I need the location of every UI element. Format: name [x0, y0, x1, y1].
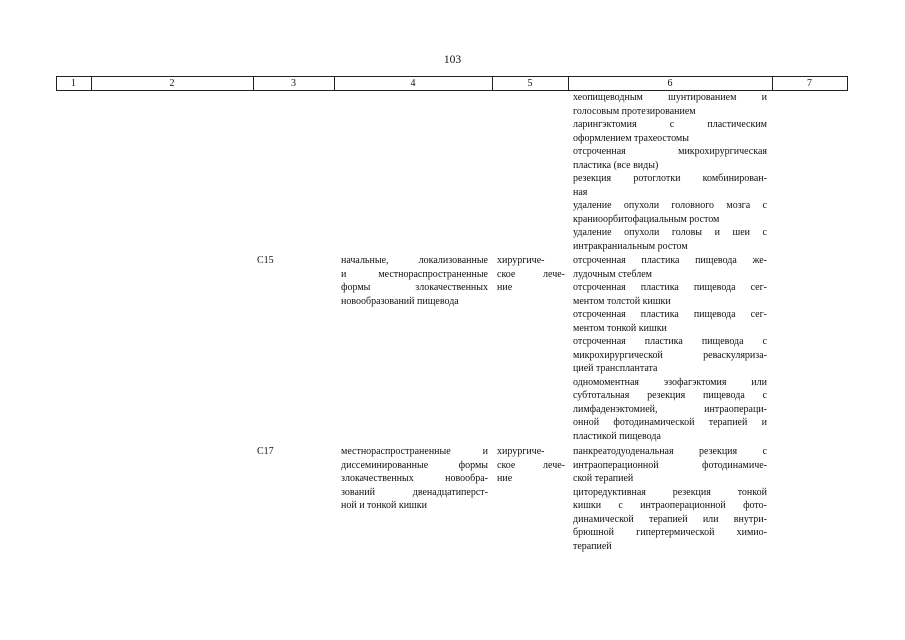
method-line: терапией — [573, 540, 612, 552]
method-line: кишки с интраоперационной фото- — [573, 500, 767, 511]
row-treatment-c17 — [497, 445, 565, 486]
column-header-3: 3 — [291, 78, 296, 89]
method-line: хеопищеводным шунтированием и — [573, 92, 767, 103]
diagnosis-line: новообразований пищевода — [341, 295, 459, 307]
method-line: отсроченная пластика пищевода же- — [573, 255, 767, 266]
row-methods-c15 — [573, 254, 767, 443]
column-header-7: 7 — [807, 78, 812, 89]
method-line: одномоментная эзофагэктомия или — [573, 376, 767, 388]
treatment-line: хирургиче- — [497, 255, 545, 266]
method-line: субтотальная резекция пищевода с — [573, 390, 767, 401]
column-header-6: 6 — [667, 78, 673, 89]
method-line: брюшной гипертермической химио- — [573, 527, 767, 538]
treatment-line: хирургиче- — [497, 446, 545, 457]
diagnosis-line: зований двенадцатиперст- — [341, 486, 488, 498]
treatment-line: ние — [497, 282, 513, 293]
row-code-c17: C17 — [257, 446, 274, 457]
method-line: ской терапией — [573, 473, 634, 484]
method-line: интраоперационной фотодинамиче- — [573, 459, 767, 471]
method-line: динамической терапией или внутри- — [573, 513, 767, 525]
diagnosis-line: начальные, локализованные — [341, 255, 488, 266]
method-line: лимфаденэктомией, интраопераци- — [573, 403, 767, 415]
continuation-methods — [573, 91, 767, 253]
method-line: краниоорбитофациальным ростом — [573, 213, 720, 225]
diagnosis-line: злокачественных новообра- — [341, 473, 488, 484]
method-line: циторедуктивная резекция тонкой — [573, 486, 767, 498]
method-line: удаление опухоли головного мозга с — [573, 200, 767, 211]
method-line: ментом тонкой кишки — [573, 322, 667, 334]
treatment-line: ское лече- — [497, 268, 565, 280]
column-divider — [847, 76, 848, 91]
method-line: микрохирургической реваскуляриза- — [573, 349, 767, 361]
method-line: пластикой пищевода — [573, 430, 661, 442]
row-diagnosis-c17 — [341, 445, 488, 513]
method-line: цией трансплантата — [573, 363, 658, 374]
treatment-line: ское лече- — [497, 459, 565, 471]
row-code-c15: C15 — [257, 255, 274, 266]
column-header-5: 5 — [527, 78, 533, 89]
method-line: интракраниальным ростом — [573, 240, 688, 252]
row-methods-c17 — [573, 445, 767, 553]
method-line: онной фотодинамической терапией и — [573, 417, 767, 428]
column-header-1: 1 — [71, 78, 76, 89]
diagnosis-line: ной и тонкой кишки — [341, 500, 427, 511]
method-line: отсроченная пластика пищевода с — [573, 336, 767, 347]
method-line: оформлением трахеостомы — [573, 132, 689, 144]
row-treatment-c15 — [497, 254, 565, 295]
method-line: отсроченная микрохирургическая — [573, 146, 767, 157]
method-line: ная — [573, 186, 588, 198]
diagnosis-line: и местнораспространенные — [341, 268, 488, 280]
diagnosis-line: диссеминированные формы — [341, 459, 488, 471]
page-number: 103 — [443, 54, 462, 66]
method-line: резекция ротоглотки комбинирован- — [573, 173, 767, 184]
method-line: ментом толстой кишки — [573, 295, 671, 307]
treatment-line: ние — [497, 473, 513, 484]
method-line: отсроченная пластика пищевода сег- — [573, 309, 767, 320]
method-line: удаление опухоли головы и шеи с — [573, 227, 767, 238]
diagnosis-line: формы злокачественных — [341, 282, 488, 293]
column-header-4: 4 — [410, 78, 416, 89]
method-line: ларингэктомия с пластическим — [573, 119, 767, 130]
row-diagnosis-c15 — [341, 254, 488, 308]
method-line: пластика (все виды) — [573, 159, 659, 171]
diagnosis-line: местнораспространенные и — [341, 446, 488, 457]
method-line: голосовым протезированием — [573, 105, 696, 117]
column-header-2: 2 — [169, 78, 175, 89]
method-line: лудочным стеблем — [573, 268, 652, 280]
method-line: панкреатодуоденальная резекция с — [573, 446, 767, 457]
method-line: отсроченная пластика пищевода сег- — [573, 282, 767, 293]
